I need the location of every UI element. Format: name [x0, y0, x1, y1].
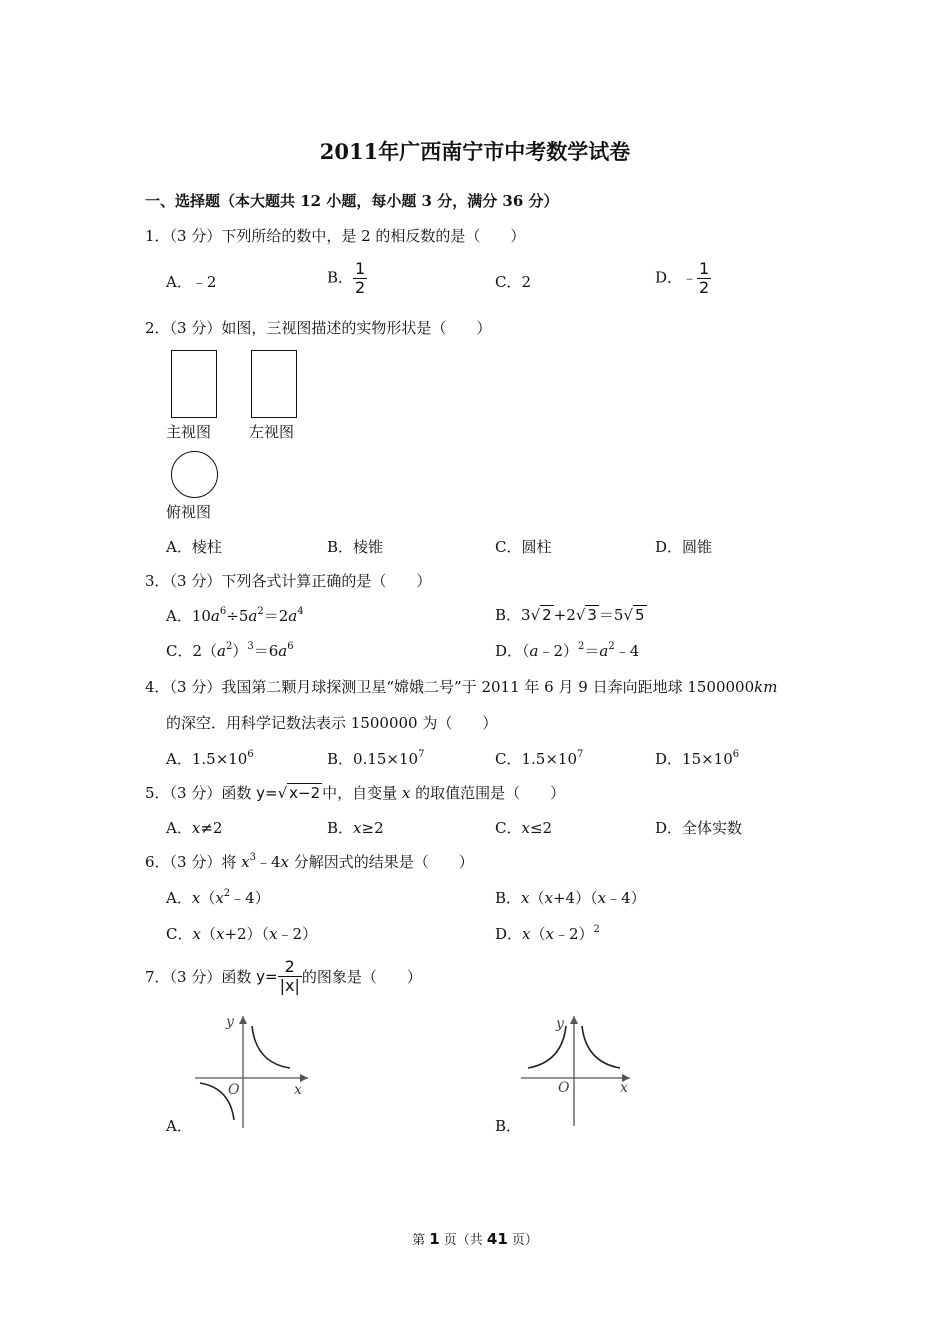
q2-option-a: A．棱柱 [166, 538, 222, 556]
q6-a-text-2: （ [200, 889, 216, 907]
page-footer [0, 1229, 950, 1248]
q7-a-x-label: x [294, 1082, 302, 1098]
question-6-stem [145, 851, 474, 872]
q7-stem-text-1: 7．（3 分）函数 [145, 968, 257, 986]
q6-option-d [495, 923, 600, 944]
q5-b-rel: ≥2 [361, 819, 384, 837]
q5-option-c [495, 817, 552, 838]
q5-c-var: x [521, 819, 530, 837]
q3-option-b [495, 604, 647, 625]
q7-a-origin-label: O [228, 1082, 240, 1098]
q4-option-a [166, 748, 254, 769]
q5-func-radicand: x−2 [289, 784, 321, 802]
q4-b-base: B．0.15×10 [327, 750, 419, 768]
q6-d-text-3: ﹣2） [553, 925, 594, 943]
q5-stem-text-3: 的取值范围是（ ） [410, 784, 566, 802]
q1-option-b-prefix: B． [327, 268, 354, 287]
q5-a-var: x [191, 819, 201, 837]
q6-option-b [495, 887, 646, 908]
q6-d-exp: 2 [593, 924, 600, 935]
question-2-stem: 2．（3 分）如图，三视图描述的实物形状是（ ） [145, 319, 492, 337]
q4-d-base: D．15×10 [655, 750, 733, 768]
page-title: 2011年广西南宁市中考数学试卷 [319, 139, 631, 164]
q3-b-sqrt-2: √ 3 [575, 606, 597, 624]
footer-text-3: 页） [507, 1233, 538, 1248]
q3-c-text-1: C．2（ [166, 642, 218, 660]
q4-a-exp: 6 [247, 749, 254, 760]
q3-a-text-1: A．10 [166, 607, 211, 625]
footer-text-2: 页（共 [439, 1233, 487, 1248]
q3-c-var-2: a [278, 642, 288, 660]
q7-a-x-arrow [300, 1074, 308, 1082]
question-5-stem [145, 782, 565, 803]
q4-c-exp: 7 [577, 749, 584, 760]
q3-d-var-1: a [529, 642, 539, 660]
q7-b-curve-right [582, 1026, 620, 1068]
q4-stem-text: 4．（3 分）我国第二颗月球探测卫星“嫦娥二号”于 2011 年 6 月 9 日奔向距地球 1500000 [145, 678, 755, 696]
q5-c-prefix: C． [495, 819, 522, 837]
q3-c-exp-1: 2 [225, 641, 233, 652]
q6-d-prefix: D． [495, 925, 523, 943]
q3-d-exp-1: 2 [578, 641, 585, 652]
top-view-circle [171, 451, 218, 498]
q4-option-b [327, 748, 424, 769]
q3-d-text-1: D．（ [495, 642, 530, 660]
q1-d-denominator: 2 [699, 278, 710, 297]
q7-func-lhs: y= [256, 967, 278, 986]
q4-stem-unit: km [754, 678, 778, 696]
q6-stem-var-2: x [280, 853, 289, 871]
q7-func-numerator: 2 [278, 958, 302, 977]
q6-b-text-4: ﹣4） [606, 889, 646, 907]
question-7-stem [145, 958, 422, 995]
q7-b-x-label: x [620, 1080, 628, 1096]
q6-d-var-1: x [522, 925, 531, 943]
q5-b-prefix: B． [327, 819, 354, 837]
q6-c-var-2: x [215, 925, 225, 943]
footer-page-number: 1 [429, 1230, 440, 1248]
q7-func-denominator: |x| [279, 976, 300, 995]
q6-b-var-1: x [521, 889, 530, 907]
q4-c-base: C．1.5×10 [495, 750, 577, 768]
left-view-label: 左视图 [249, 423, 295, 441]
q7-b-y-arrow [570, 1016, 578, 1024]
q3-a-exp-1: 6 [219, 606, 227, 617]
q6-b-prefix: B． [495, 889, 522, 907]
q5-b-var: x [353, 819, 362, 837]
q1-option-c: C．2 [495, 273, 532, 291]
q6-c-prefix: C． [166, 925, 193, 943]
q7-a-y-arrow [239, 1016, 247, 1024]
q4-a-base: A．1.5×10 [166, 750, 248, 768]
q3-b-radicand-3: 5 [635, 606, 645, 624]
q3-d-text-4: ﹣4 [614, 642, 640, 660]
q6-option-a [166, 887, 270, 908]
q7-func-fraction [278, 958, 302, 995]
question-1-stem: 1．（3 分）下列所给的数中，是 2 的相反数的是（ ） [145, 227, 526, 245]
q1-b-denominator: 2 [355, 278, 366, 297]
section-heading: 一、选择题（本大题共 12 小题，每小题 3 分，满分 36 分） [145, 192, 559, 210]
q5-a-prefix: A． [166, 819, 192, 837]
q6-a-var-2: x [215, 889, 224, 907]
q3-d-exp-2: 2 [608, 641, 615, 652]
q4-b-exp: 7 [418, 749, 425, 760]
q6-a-text-3: ﹣4） [230, 889, 270, 907]
q3-d-text-3: ＝ [584, 642, 600, 660]
q3-c-text-2: ） [232, 642, 248, 660]
q2-option-d: D．圆锥 [655, 538, 713, 556]
q6-a-prefix: A． [166, 889, 192, 907]
q5-func-lhs: y= [256, 784, 278, 802]
q6-c-text-4: ﹣2） [277, 925, 318, 943]
q7-a-curve-right [252, 1026, 290, 1068]
q6-a-var-1: x [191, 889, 201, 907]
q7-option-b: B． [495, 1117, 522, 1135]
q3-b-text-2: +2 [553, 606, 576, 624]
q6-b-var-3: x [597, 889, 607, 907]
q6-c-text-2: （ [200, 925, 216, 943]
q7-stem-text-2: 的图象是（ ） [301, 968, 422, 986]
q3-b-radicand-2: 3 [587, 606, 597, 624]
q3-b-sqrt-3: √ 5 [623, 606, 645, 624]
q7-graph-b [518, 1010, 638, 1130]
q1-option-b-fraction [353, 260, 367, 297]
q6-d-var-2: x [545, 925, 554, 943]
q7-b-origin-label: O [558, 1080, 570, 1096]
q3-option-c [166, 640, 294, 661]
q6-b-var-2: x [544, 889, 553, 907]
q3-d-var-2: a [599, 642, 609, 660]
q3-a-exp-3: 4 [297, 606, 304, 617]
q1-option-d [655, 260, 711, 297]
q5-stem-text-2: 中，自变量 [322, 784, 402, 802]
q7-graph-a [190, 1008, 315, 1130]
q3-d-text-2: ﹣2） [538, 642, 579, 660]
q6-c-var-3: x [269, 925, 278, 943]
q5-func-sqrt: √ x−2 [277, 784, 321, 802]
q6-stem-exp: 3 [249, 852, 256, 863]
q5-stem-text-1: 5．（3 分）函数 [145, 784, 257, 802]
top-view-label: 俯视图 [166, 503, 212, 521]
q3-a-text-2: ÷5 [226, 607, 249, 625]
q3-c-text-3: ＝6 [253, 642, 279, 660]
q3-a-var-2: a [248, 607, 258, 625]
q6-c-text-3: +2）（ [224, 925, 270, 943]
q5-option-d: D．全体实数 [655, 819, 743, 837]
q6-d-text-2: （ [530, 925, 546, 943]
q5-option-a [166, 817, 222, 838]
q3-a-var-3: a [288, 607, 298, 625]
q6-option-c [166, 923, 317, 944]
q1-b-numerator: 1 [355, 259, 366, 278]
q6-stem-text-2: ﹣4 [255, 853, 281, 871]
q3-c-var-1: a [217, 642, 226, 660]
q3-b-radicand-1: 2 [542, 606, 552, 624]
left-view-rectangle [251, 350, 297, 418]
q6-a-exp: 2 [223, 888, 231, 899]
q4-option-c [495, 748, 583, 769]
q5-option-b [327, 817, 384, 838]
footer-total-pages: 41 [486, 1230, 508, 1248]
front-view-label: 主视图 [166, 423, 212, 441]
q7-b-y-label: y [556, 1016, 564, 1032]
footer-text-1: 第 [412, 1233, 430, 1248]
q1-option-b [327, 260, 367, 297]
q3-option-a [166, 605, 304, 626]
q6-stem-text-3: 分解因式的结果是（ ） [288, 853, 474, 871]
q7-a-y-label: y [226, 1014, 234, 1030]
q7-option-a: A． [166, 1117, 192, 1135]
q3-c-exp-3: 6 [287, 641, 294, 652]
q3-b-text-3: ＝5 [598, 606, 624, 624]
q6-b-text-3: +4）（ [552, 889, 598, 907]
question-3-stem: 3．（3 分）下列各式计算正确的是（ ） [145, 572, 432, 590]
q6-stem-text-1: 6．（3 分）将 [145, 853, 242, 871]
q5-a-rel: ≠2 [200, 819, 223, 837]
q5-c-rel: ≤2 [529, 819, 553, 837]
q3-a-exp-2: 2 [257, 606, 264, 617]
q4-d-exp: 6 [732, 749, 740, 760]
q6-b-text-2: （ [529, 889, 545, 907]
q1-option-a: A．﹣2 [166, 273, 217, 291]
q1-option-d-prefix: D．﹣ [655, 268, 698, 287]
q2-option-b: B．棱锥 [327, 538, 384, 556]
q3-option-d [495, 640, 639, 661]
q6-c-var-1: x [192, 925, 201, 943]
q2-option-c: C．圆柱 [495, 538, 552, 556]
q3-b-text-1: B．3 [495, 606, 531, 624]
q5-stem-var: x [401, 784, 411, 802]
q3-a-text-3: ＝2 [263, 607, 289, 625]
question-4-stem-line-2: 的深空．用科学记数法表示 1500000 为（ ） [166, 714, 498, 732]
q1-d-numerator: 1 [699, 259, 710, 278]
q3-c-exp-2: 3 [247, 641, 254, 652]
q1-option-d-fraction [697, 260, 711, 297]
q3-a-var-1: a [210, 607, 220, 625]
q6-stem-var-1: x [241, 853, 250, 871]
q4-option-d [655, 748, 739, 769]
question-4-stem-line-1 [145, 676, 777, 697]
front-view-rectangle [171, 350, 217, 418]
q7-b-curve-left [528, 1026, 566, 1068]
q3-b-sqrt-1: √ 2 [530, 606, 552, 624]
